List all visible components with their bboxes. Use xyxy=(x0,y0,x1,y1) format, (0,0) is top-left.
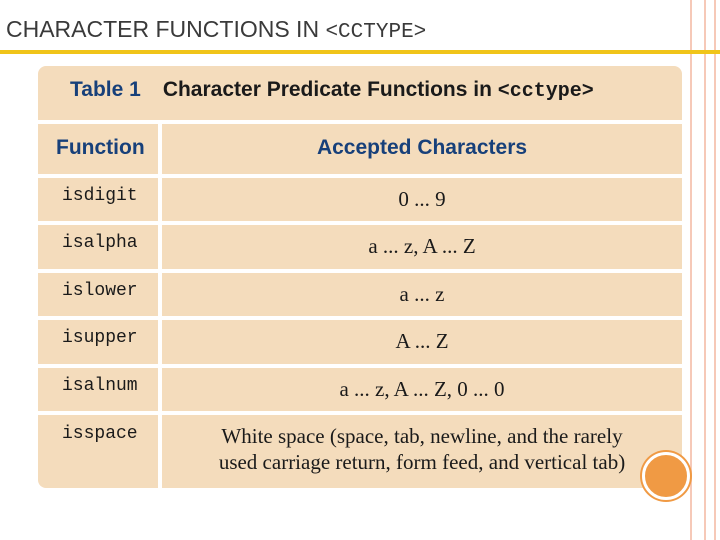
table-caption-text: Character Predicate Functions in xyxy=(162,78,498,101)
slide-number-badge xyxy=(642,452,690,500)
accepted-characters-multiline xyxy=(162,423,682,475)
column-header-accepted: Accepted Characters xyxy=(316,136,528,159)
slide-title xyxy=(6,16,426,44)
function-name: isupper xyxy=(62,328,138,348)
table-rule xyxy=(38,316,682,320)
table-rule xyxy=(38,174,682,178)
title-underline xyxy=(0,50,720,54)
table-rule xyxy=(38,120,682,124)
function-name: isspace xyxy=(62,424,138,444)
decorative-line xyxy=(714,0,716,540)
function-name: isdigit xyxy=(62,186,138,206)
table-caption-code: <cctype> xyxy=(497,80,594,103)
accepted-characters: a ... z, A ... Z xyxy=(368,234,476,258)
accepted-characters: a ... z, A ... Z, 0 ... 0 xyxy=(339,377,505,401)
accepted-characters-line: White space (space, tab, newline, and the rarely xyxy=(221,424,623,448)
table-rule xyxy=(38,269,682,273)
decorative-line xyxy=(690,0,692,540)
function-name: isalnum xyxy=(62,376,138,396)
table-rule xyxy=(38,411,682,415)
slide-title-code: <CCTYPE> xyxy=(325,21,427,44)
table-caption xyxy=(70,78,594,103)
slide-title-text: CHARACTER FUNCTIONS IN xyxy=(6,16,326,42)
column-header-function: Function xyxy=(56,136,145,159)
accepted-characters-line: used carriage return, form feed, and vertical tab) xyxy=(218,450,626,474)
accepted-characters: A ... Z xyxy=(395,329,449,353)
table-panel xyxy=(38,66,682,488)
function-name: isalpha xyxy=(62,233,138,253)
accepted-characters: a ... z xyxy=(399,282,445,306)
decorative-line xyxy=(704,0,706,540)
table-rule xyxy=(38,221,682,225)
function-name: islower xyxy=(62,281,138,301)
accepted-characters: 0 ... 9 xyxy=(398,187,446,211)
table-rule xyxy=(38,364,682,368)
table-label: Table 1 xyxy=(70,78,141,101)
